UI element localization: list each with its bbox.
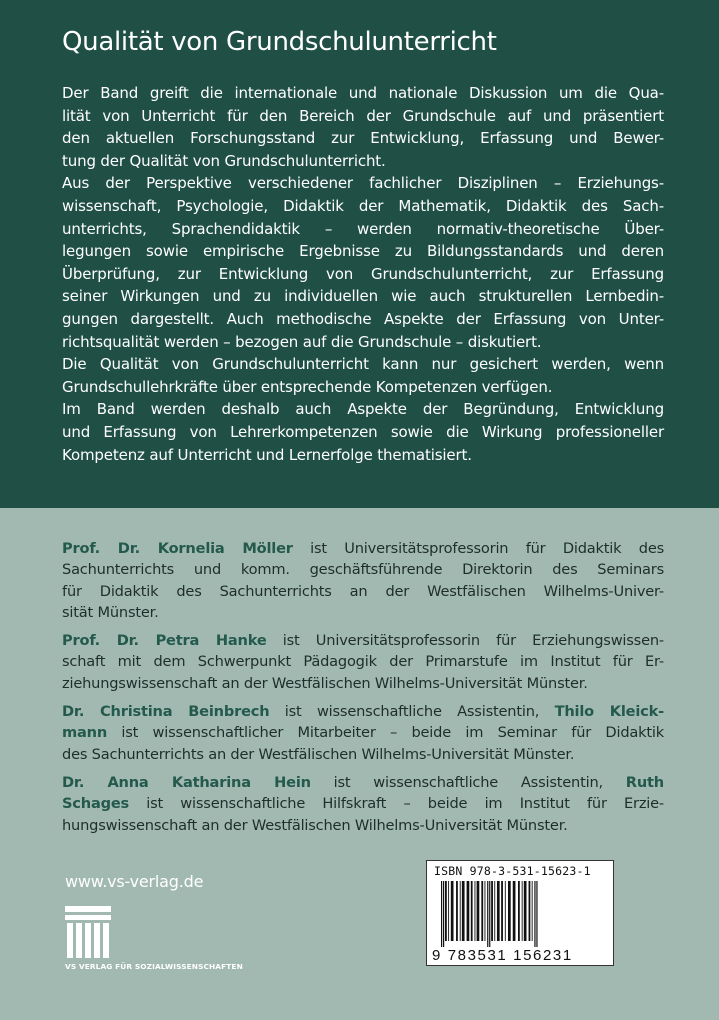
author-name: Prof. Dr. Kornelia Möller	[62, 540, 293, 557]
barcode-bar	[508, 881, 511, 941]
author-name: Ruth	[625, 773, 664, 791]
barcode-bar	[518, 881, 520, 941]
barcode-bar	[448, 881, 449, 941]
barcode-bar	[467, 881, 470, 941]
description-line: den aktuellen Forschungsstand zur Entwicklung, Erfassung und Bewer-	[62, 129, 664, 148]
author-bio-line	[62, 602, 664, 623]
barcode-bar	[456, 881, 458, 941]
barcode-guard-bar	[534, 881, 535, 947]
barcode-bar	[485, 881, 486, 941]
author-bio-line	[62, 722, 664, 743]
author-bios	[62, 538, 664, 843]
author-bio-text: Sachunterrichts und komm. geschäftsführende Direktorin des Seminars	[62, 561, 664, 579]
cover-bottom-panel	[0, 508, 719, 1020]
barcode-bar	[532, 881, 533, 941]
description-line: Aus der Perspektive verschiedener fachlicher Disziplinen – Erziehungs-	[62, 174, 664, 193]
author-bio-text: sität Münster.	[62, 603, 159, 621]
barcode-guard-bar	[536, 881, 537, 947]
barcode-bar	[501, 881, 503, 941]
author-name: Schages	[62, 795, 130, 813]
author-bio-line	[62, 744, 664, 765]
barcode-bar	[481, 881, 483, 941]
author-bio-text: ist wissenschaftlicher Mitarbeiter – beide im Seminar für Didaktik	[107, 724, 664, 742]
author-bio-line	[62, 651, 664, 672]
description-line: richtsqualität werden – bezogen auf die Grundschule – diskutiert.	[62, 332, 542, 351]
barcode-bar	[524, 881, 527, 941]
book-description	[62, 82, 664, 466]
author-bio-text: ist Universitätsprofessorin für Didaktik des	[292, 540, 664, 557]
author-bio-text: ist Universitätsprofessorin für Erziehungswissen-	[266, 632, 664, 650]
barcode-guard-bar	[489, 881, 490, 947]
description-line: legungen sowie empirische Ergebnisse zu Bildungsstandards und deren	[62, 242, 664, 261]
barcode-bar	[529, 881, 531, 941]
description-line: Der Band greift die internationale und nationale Diskussion um die Qua-	[62, 84, 664, 102]
barcode-digits: 9 783531 156231	[432, 947, 573, 964]
author-bio-text: ist wissenschaftliche Hilfskraft – beide im Institut für Erzie-	[129, 795, 664, 813]
description-line: gungen dargestellt. Auch methodische Aspekte der Erfassung von Unter-	[62, 309, 664, 328]
author-name: mann	[62, 724, 108, 742]
publisher-website[interactable]: www.vs-verlag.de	[65, 872, 204, 891]
author-name: Dr. Anna Katharina Hein	[62, 773, 311, 791]
author-bio-line	[62, 581, 664, 602]
description-line: Im Band werden deshalb auch Aspekte der Begründung, Entwicklung	[62, 400, 664, 419]
barcode-bar	[475, 881, 476, 941]
author-bio-line	[62, 538, 664, 559]
author-bio-text: ist wissenschaftliche Assistentin,	[269, 703, 555, 721]
author-bio-line	[62, 815, 664, 836]
isbn-barcode	[426, 860, 614, 966]
barcode-guard-bar	[487, 881, 488, 947]
author-bio	[62, 701, 664, 765]
description-line: Kompetenz auf Unterricht und Lernerfolge thematisiert.	[62, 445, 472, 464]
author-bio-text: für Didaktik des Sachunterrichts an der Westfälischen Wilhelms-Univer-	[62, 582, 664, 600]
cover-top-panel	[0, 0, 719, 508]
author-name: Prof. Dr. Petra Hanke	[62, 632, 267, 650]
description-line: Überprüfung, zur Entwicklung von Grundschulunterricht, zur Erfassung	[62, 264, 664, 283]
description-line: und Erfassung von Lehrerkompetenzen sowie die Wirkung professioneller	[62, 422, 664, 441]
author-bio-line	[62, 559, 664, 580]
barcode-bar	[462, 881, 465, 941]
description-line: unterrichts, Sprachendidaktik – werden normativ-theoretische Über-	[62, 219, 664, 238]
isbn-label: ISBN 978-3-531-15623-1	[434, 864, 591, 878]
publisher-name: VS VERLAG FÜR SOZIALWISSENSCHAFTEN	[65, 962, 243, 971]
description-line: lität von Unterricht für den Bereich der Grundschule auf und präsentiert	[62, 106, 664, 125]
author-bio-line	[62, 793, 664, 814]
book-title: Qualität von Grundschulunterricht	[62, 27, 497, 57]
author-name: Thilo Kleick-	[554, 703, 664, 721]
barcode-bar	[505, 881, 506, 941]
barcode-bar	[491, 881, 493, 941]
publisher-logo	[65, 906, 255, 976]
barcode-bar	[513, 881, 516, 941]
author-bio	[62, 772, 664, 836]
barcode-bar	[451, 881, 454, 941]
barcode-bar	[445, 881, 447, 941]
author-bio-line	[62, 772, 664, 793]
barcode-bar	[460, 881, 461, 941]
author-bio-line	[62, 630, 664, 651]
author-bio-text: ist wissenschaftliche Assistentin,	[310, 773, 626, 791]
description-line: Grundschullehrkräfte über entsprechende Kompetenzen verfügen.	[62, 377, 553, 396]
description-line: wissenschaft, Psychologie, Didaktik der Mathematik, Didaktik des Sach-	[62, 196, 664, 215]
author-bio-text: hungswissenschaft an der Westfälischen Wilhelms-Universität Münster.	[62, 816, 568, 834]
barcode-bar	[477, 881, 480, 941]
barcode-guard-bar	[441, 881, 442, 947]
author-name: Dr. Christina Beinbrech	[62, 703, 270, 721]
author-bio-line	[62, 701, 664, 722]
author-bio	[62, 630, 664, 694]
barcode-bar	[494, 881, 495, 941]
author-bio	[62, 538, 664, 623]
author-bio-line	[62, 673, 664, 694]
barcode-bar	[497, 881, 500, 941]
author-bio-text: des Sachunterrichts an der Westfälischen Wilhelms-Universität Münster.	[62, 745, 575, 763]
description-line: Die Qualität von Grundschulunterricht kann nur gesichert werden, wenn	[62, 355, 664, 374]
description-line: tung der Qualität von Grundschulunterricht.	[62, 151, 386, 170]
author-bio-text: ziehungswissenschaft an der Westfälischen Wilhelms-Universität Münster.	[62, 674, 588, 692]
barcode-bar	[522, 881, 523, 941]
vs-verlag-logo-icon	[65, 906, 111, 958]
barcode-bars	[433, 881, 607, 947]
author-bio-text: schaft mit dem Schwerpunkt Pädagogik der Primarstufe im Institut für Er-	[62, 653, 664, 671]
barcode-bar	[471, 881, 473, 941]
barcode-guard-bar	[443, 881, 444, 947]
description-line: seiner Wirkungen und zu individuellen wie auch strukturellen Lernbedin-	[62, 287, 664, 306]
